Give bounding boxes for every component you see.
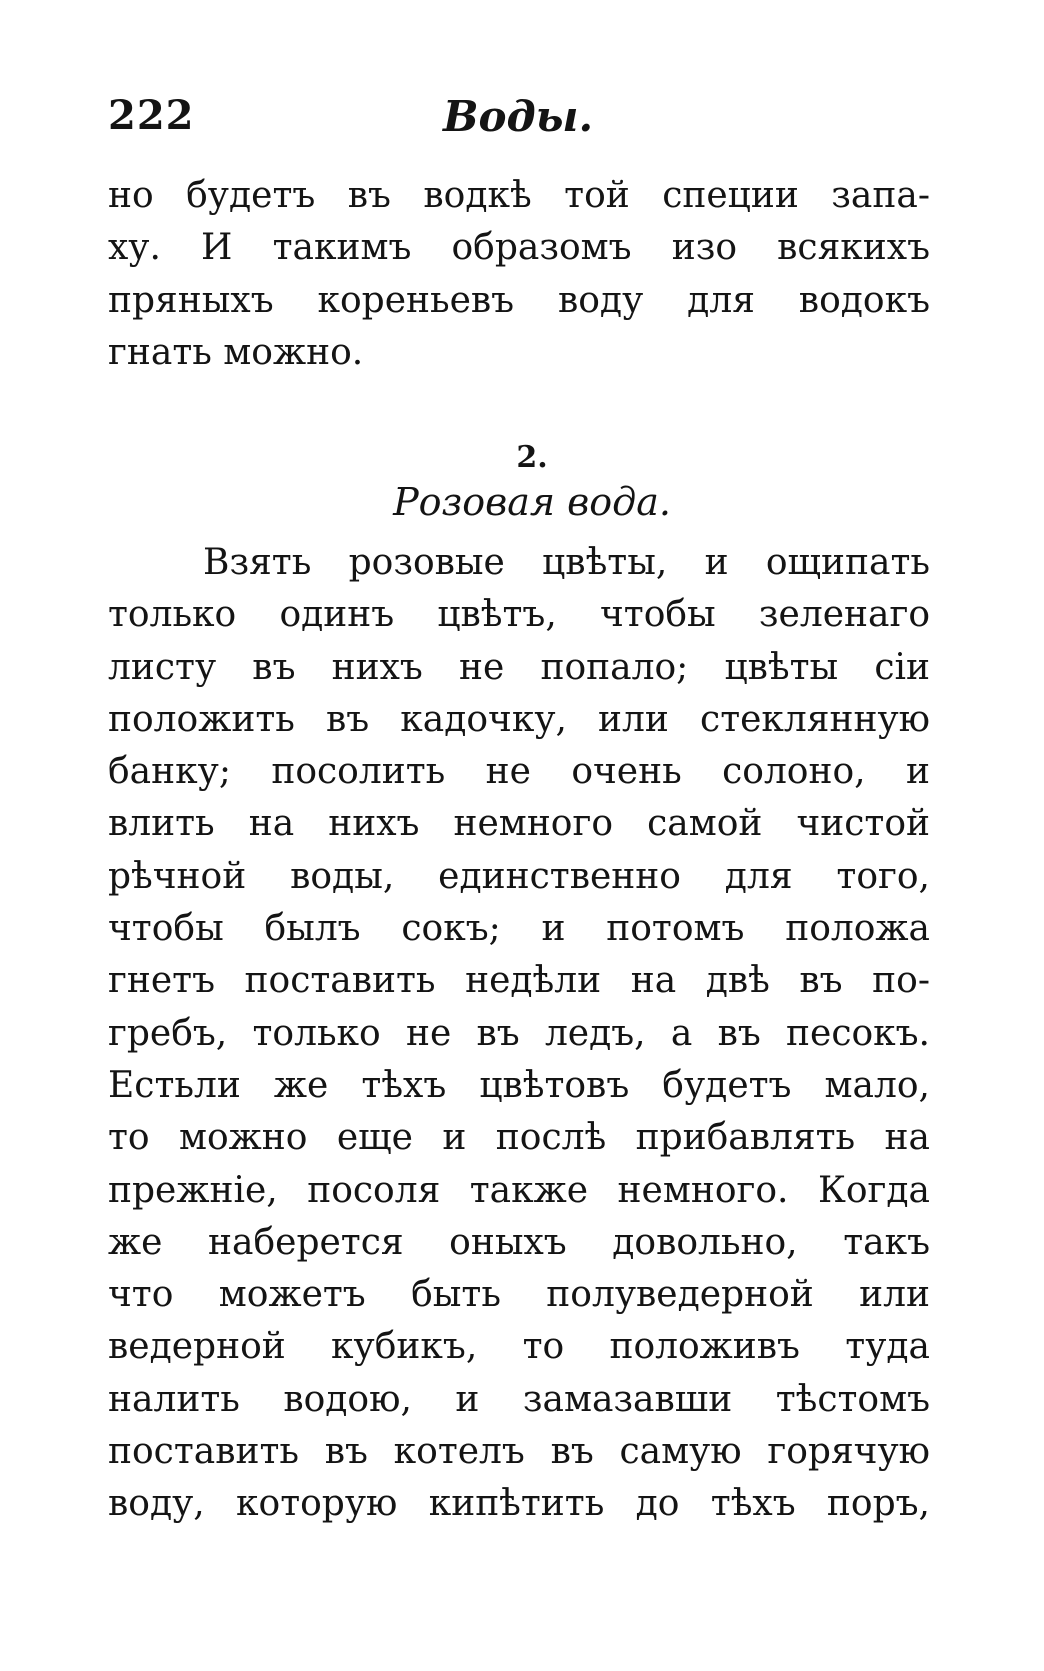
text-line: поставить въ котелъ въ самую горячую <box>108 1431 930 1473</box>
text-line: рѣчной воды, единственно для того, <box>108 855 930 897</box>
text-line: но будетъ въ водкѣ той специи запа- <box>108 175 930 216</box>
text-line: банку; посолить не очень солоно, и <box>108 751 930 793</box>
text-line: пряныхъ кореньевъ воду для водокъ <box>108 279 930 321</box>
running-head: Воды. <box>443 92 594 141</box>
section-title: Розовая вода. <box>393 480 671 524</box>
text-line: прежніе, посоля также немного. Когда <box>108 1169 930 1211</box>
text-line: воду, которую кипѣтить до тѣхъ поръ, <box>108 1483 930 1525</box>
page-number: 222 <box>108 92 195 139</box>
text-line: Естьли же тѣхъ цвѣтовъ будетъ мало, <box>108 1064 930 1106</box>
section-number: 2. <box>516 440 548 475</box>
text-line: налить водою, и замазавши тѣстомъ <box>108 1378 930 1420</box>
text-line: что можетъ быть полуведерной или <box>108 1274 930 1316</box>
text-line: то можно еще и послѣ прибавлять на <box>108 1117 930 1159</box>
text-line: влить на нихъ немного самой чистой <box>108 803 930 845</box>
text-line: гребъ, только не въ ледъ, а въ песокъ. <box>108 1012 930 1054</box>
text-line: положить въ кадочку, или стеклянную <box>108 698 930 740</box>
text-line: ведерной кубикъ, то положивъ туда <box>108 1326 930 1368</box>
text-line: гнать можно. <box>108 331 364 373</box>
text-line: чтобы былъ сокъ; и потомъ положа <box>108 908 930 950</box>
text-line: Взять розовые цвѣты, и ощипать <box>203 542 930 583</box>
text-line: только одинъ цвѣтъ, чтобы зеленаго <box>108 594 930 636</box>
continuation-paragraph <box>108 170 930 379</box>
recipe-paragraph <box>108 537 930 1531</box>
text-line: ху. И такимъ образомъ изо всякихъ <box>108 227 930 269</box>
text-line: гнетъ поставить недѣли на двѣ въ по- <box>108 960 930 1002</box>
text-line: же наберется оныхъ довольно, такъ <box>108 1221 930 1263</box>
page-header <box>108 92 938 152</box>
text-line: листу въ нихъ не попало; цвѣты сіи <box>108 646 930 688</box>
